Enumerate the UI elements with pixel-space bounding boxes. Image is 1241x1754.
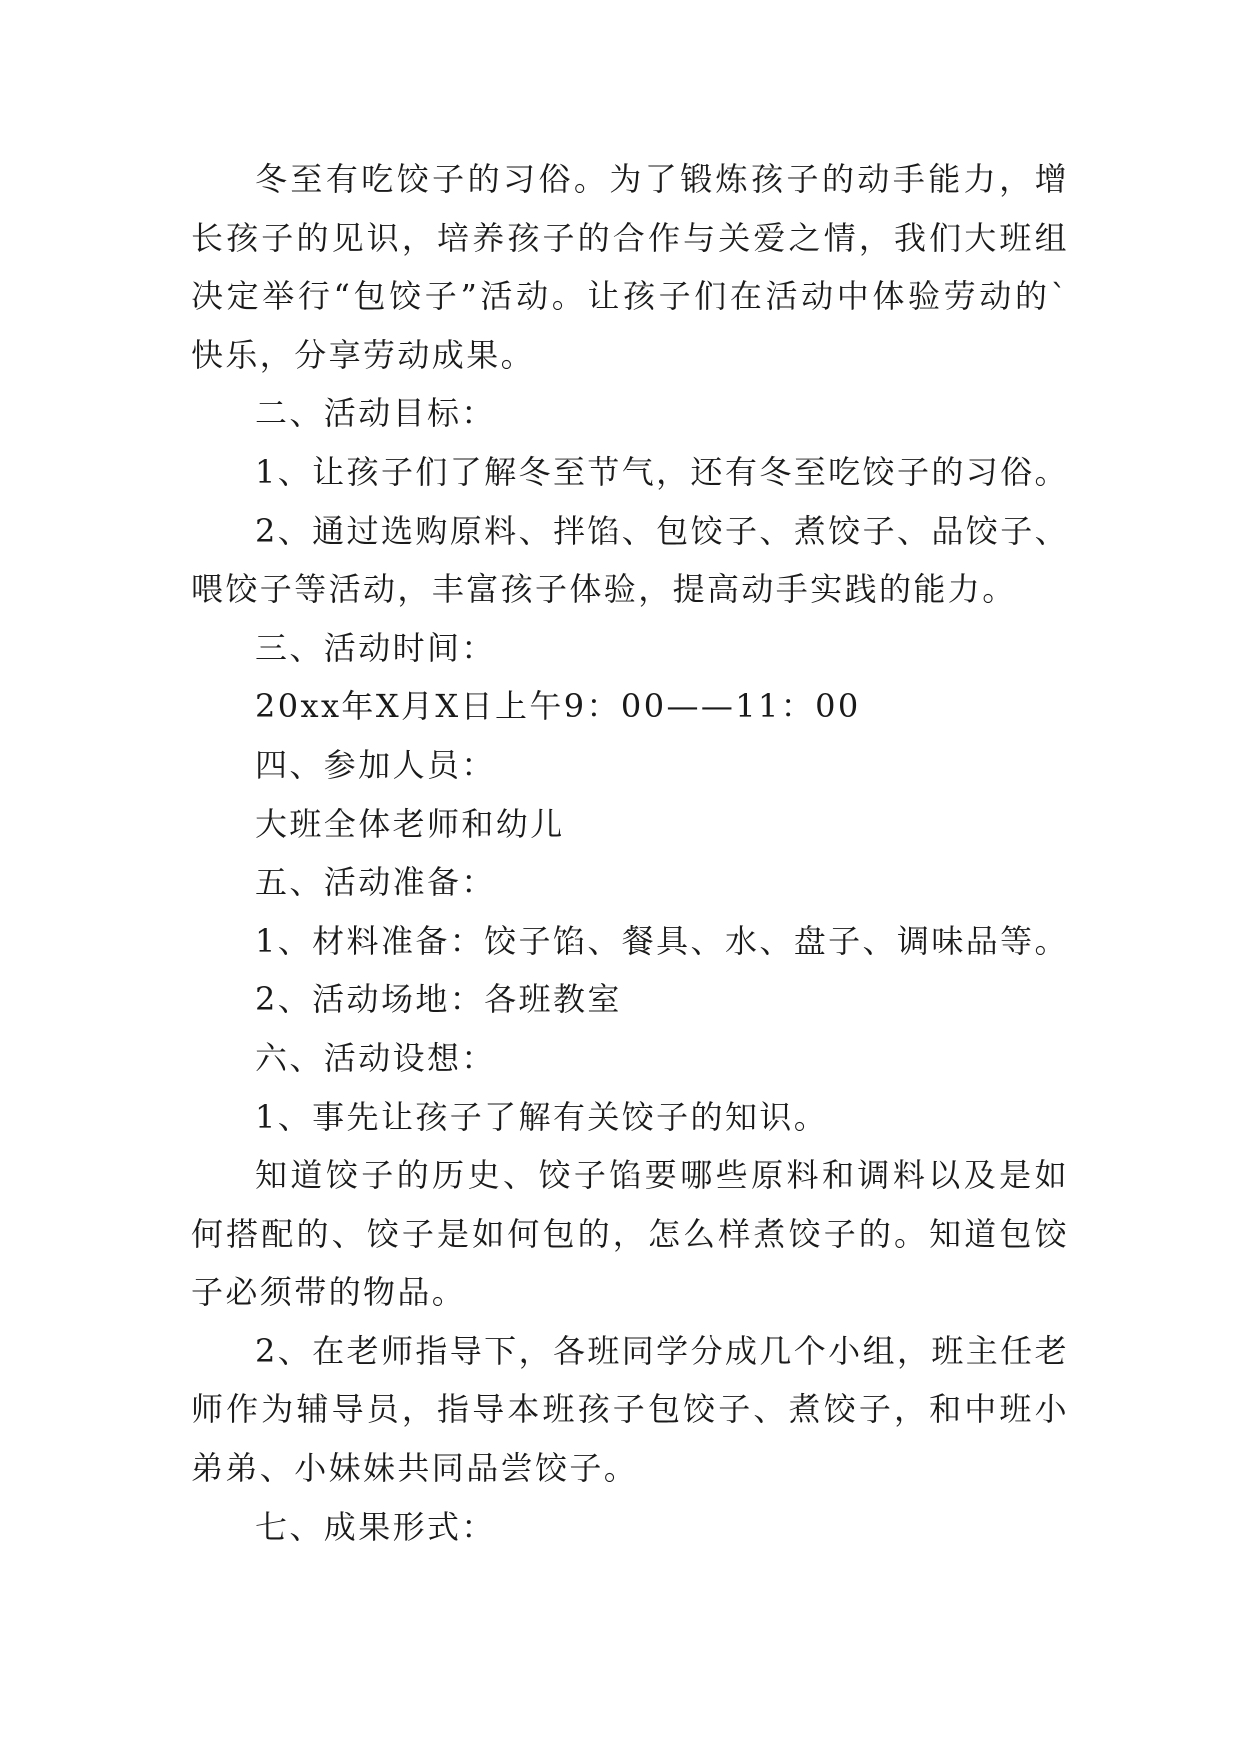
section-heading-preparation: 五、活动准备： bbox=[255, 863, 496, 902]
section-heading-time: 三、活动时间： bbox=[255, 628, 496, 667]
goal-item-1: 1、让孩子们了解冬至节气，还有冬至吃饺子的习俗。 bbox=[255, 452, 1069, 491]
section-heading-plan: 六、活动设想： bbox=[255, 1038, 496, 1077]
activity-time-text: 20xx年X月X日上午9：00——11：00 bbox=[255, 687, 861, 726]
preparation-item-2: 2、活动场地：各班教室 bbox=[255, 980, 622, 1019]
participants-text: 大班全体老师和幼儿 bbox=[255, 804, 565, 843]
section-heading-participants: 四、参加人员： bbox=[255, 745, 496, 784]
plan-item-2: 2、在老师指导下，各班同学分成几个小组，班主任老师作为辅导员，指导本班孩子包饺子、煮饺子，和中班小弟弟、小妹妹共同品尝饺子。 bbox=[191, 1331, 1069, 1488]
plan-item-1: 1、事先让孩子了解有关饺子的知识。 bbox=[255, 1097, 829, 1136]
plan-item-1-detail: 知道饺子的历史、饺子馅要哪些原料和调料以及是如何搭配的、饺子是如何包的，怎么样煮饺子的。知道包饺子必须带的物品。 bbox=[191, 1156, 1069, 1312]
goal-item-2: 2、通过选购原料、拌馅、包饺子、煮饺子、品饺子、喂饺子等活动，丰富孩子体验，提高动手实践的能力。 bbox=[191, 511, 1069, 609]
section-heading-results: 七、成果形式： bbox=[255, 1507, 496, 1546]
document-body bbox=[191, 150, 1069, 1556]
section-heading-goals: 二、活动目标： bbox=[255, 394, 496, 433]
preparation-item-1: 1、材料准备：饺子馅、餐具、水、盘子、调味品等。 bbox=[255, 921, 1069, 960]
intro-paragraph: 冬至有吃饺子的习俗。为了锻炼孩子的动手能力，增长孩子的见识，培养孩子的合作与关爱之情，我们大班组决定举行“包饺子”活动。让孩子们在活动中体验劳动的`快乐，分享劳动成果。 bbox=[191, 160, 1069, 374]
